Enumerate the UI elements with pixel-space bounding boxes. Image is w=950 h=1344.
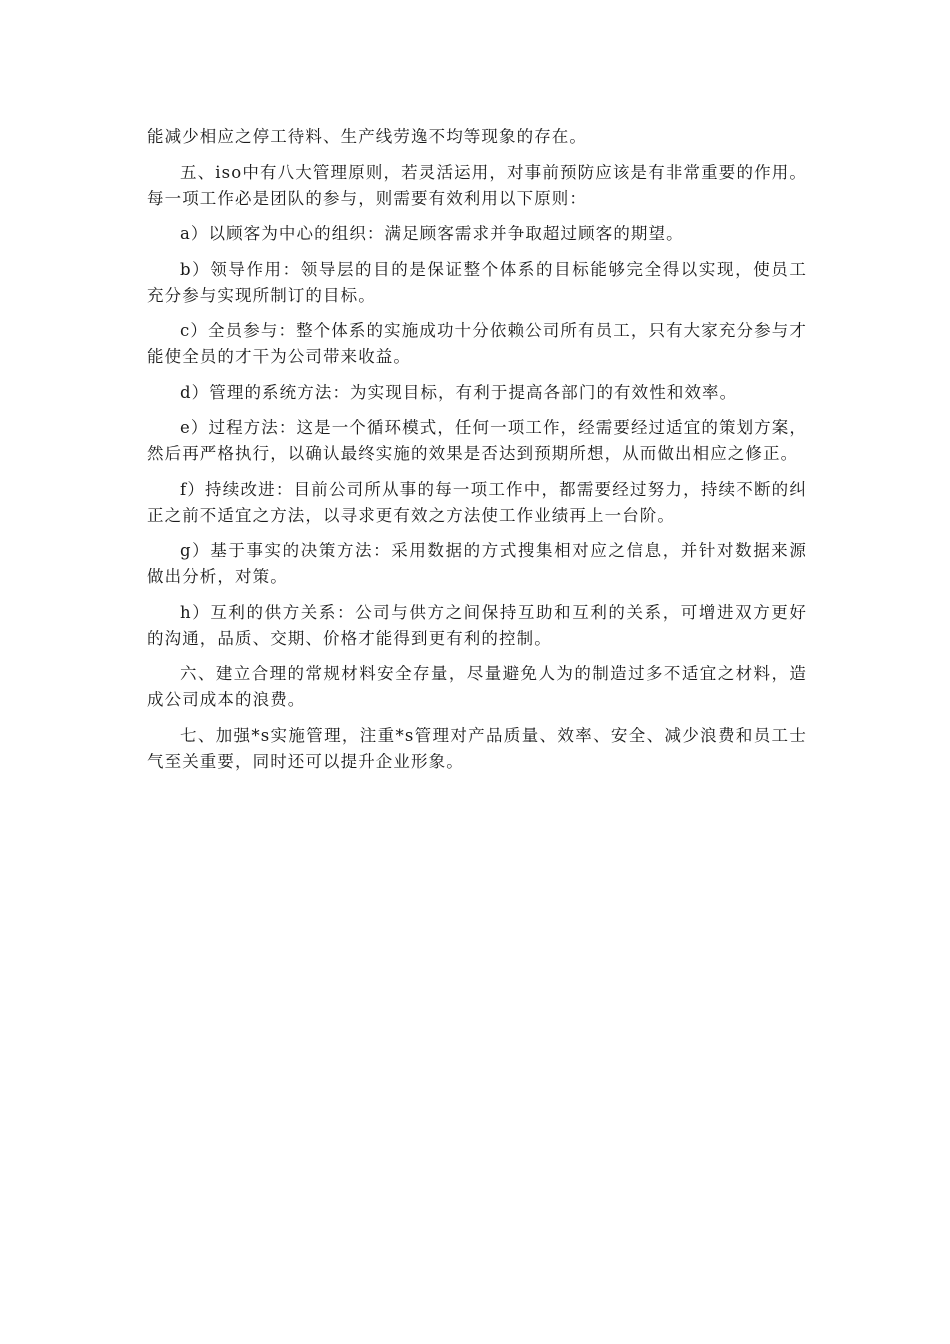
paragraph-principle-c: c）全员参与：整个体系的实施成功十分依赖公司所有员工，只有大家充分参与才能使全员的才干为公司带来收益。 (147, 321, 807, 366)
paragraph-principle-f: f）持续改进：目前公司所从事的每一项工作中，都需要经过努力，持续不断的纠正之前不适宜之方法，以寻求更有效之方法使工作业绩再上一台阶。 (147, 479, 807, 525)
paragraph-principle-e: e）过程方法：这是一个循环模式，任何一项工作，经需要经过适宜的策划方案，然后再严格执行，以确认最终实施的效果是否达到预期所想，从而做出相应之修正。 (147, 418, 807, 463)
paragraph-principle-a: a）以顾客为中心的组织：满足顾客需求并争取超过顾客的期望。 (180, 224, 684, 243)
document-body (147, 124, 807, 784)
paragraph-principle-g: g）基于事实的决策方法：采用数据的方式搜集相对应之信息，并针对数据来源做出分析，对策。 (147, 541, 807, 586)
paragraph-principle-b: b）领导作用：领导层的目的是保证整个体系的目标能够完全得以实现，使员工充分参与实现所制订的目标。 (147, 259, 807, 305)
paragraph-section-six: 六、建立合理的常规材料安全存量，尽量避免人为的制造过多不适宜之材料，造成公司成本的浪费。 (147, 664, 807, 709)
paragraph-continuation: 能减少相应之停工待料、生产线劳逸不均等现象的存在。 (147, 127, 587, 146)
paragraph-section-seven: 七、加强*s实施管理，注重*s管理对产品质量、效率、安全、减少浪费和员工士气至关重要，同时还可以提升企业形象。 (147, 725, 807, 771)
paragraph-principle-d: d）管理的系统方法：为实现目标，有利于提高各部门的有效性和效率。 (180, 382, 738, 402)
paragraph-section-five: 五、iso中有八大管理原则，若灵活运用，对事前预防应该是有非常重要的作用。每一项工作必是团队的参与，则需要有效利用以下原则： (147, 162, 807, 208)
paragraph-principle-h: h）互利的供方关系：公司与供方之间保持互助和互利的关系，可增进双方更好的沟通，品质、交期、价格才能得到更有利的控制。 (147, 602, 807, 648)
